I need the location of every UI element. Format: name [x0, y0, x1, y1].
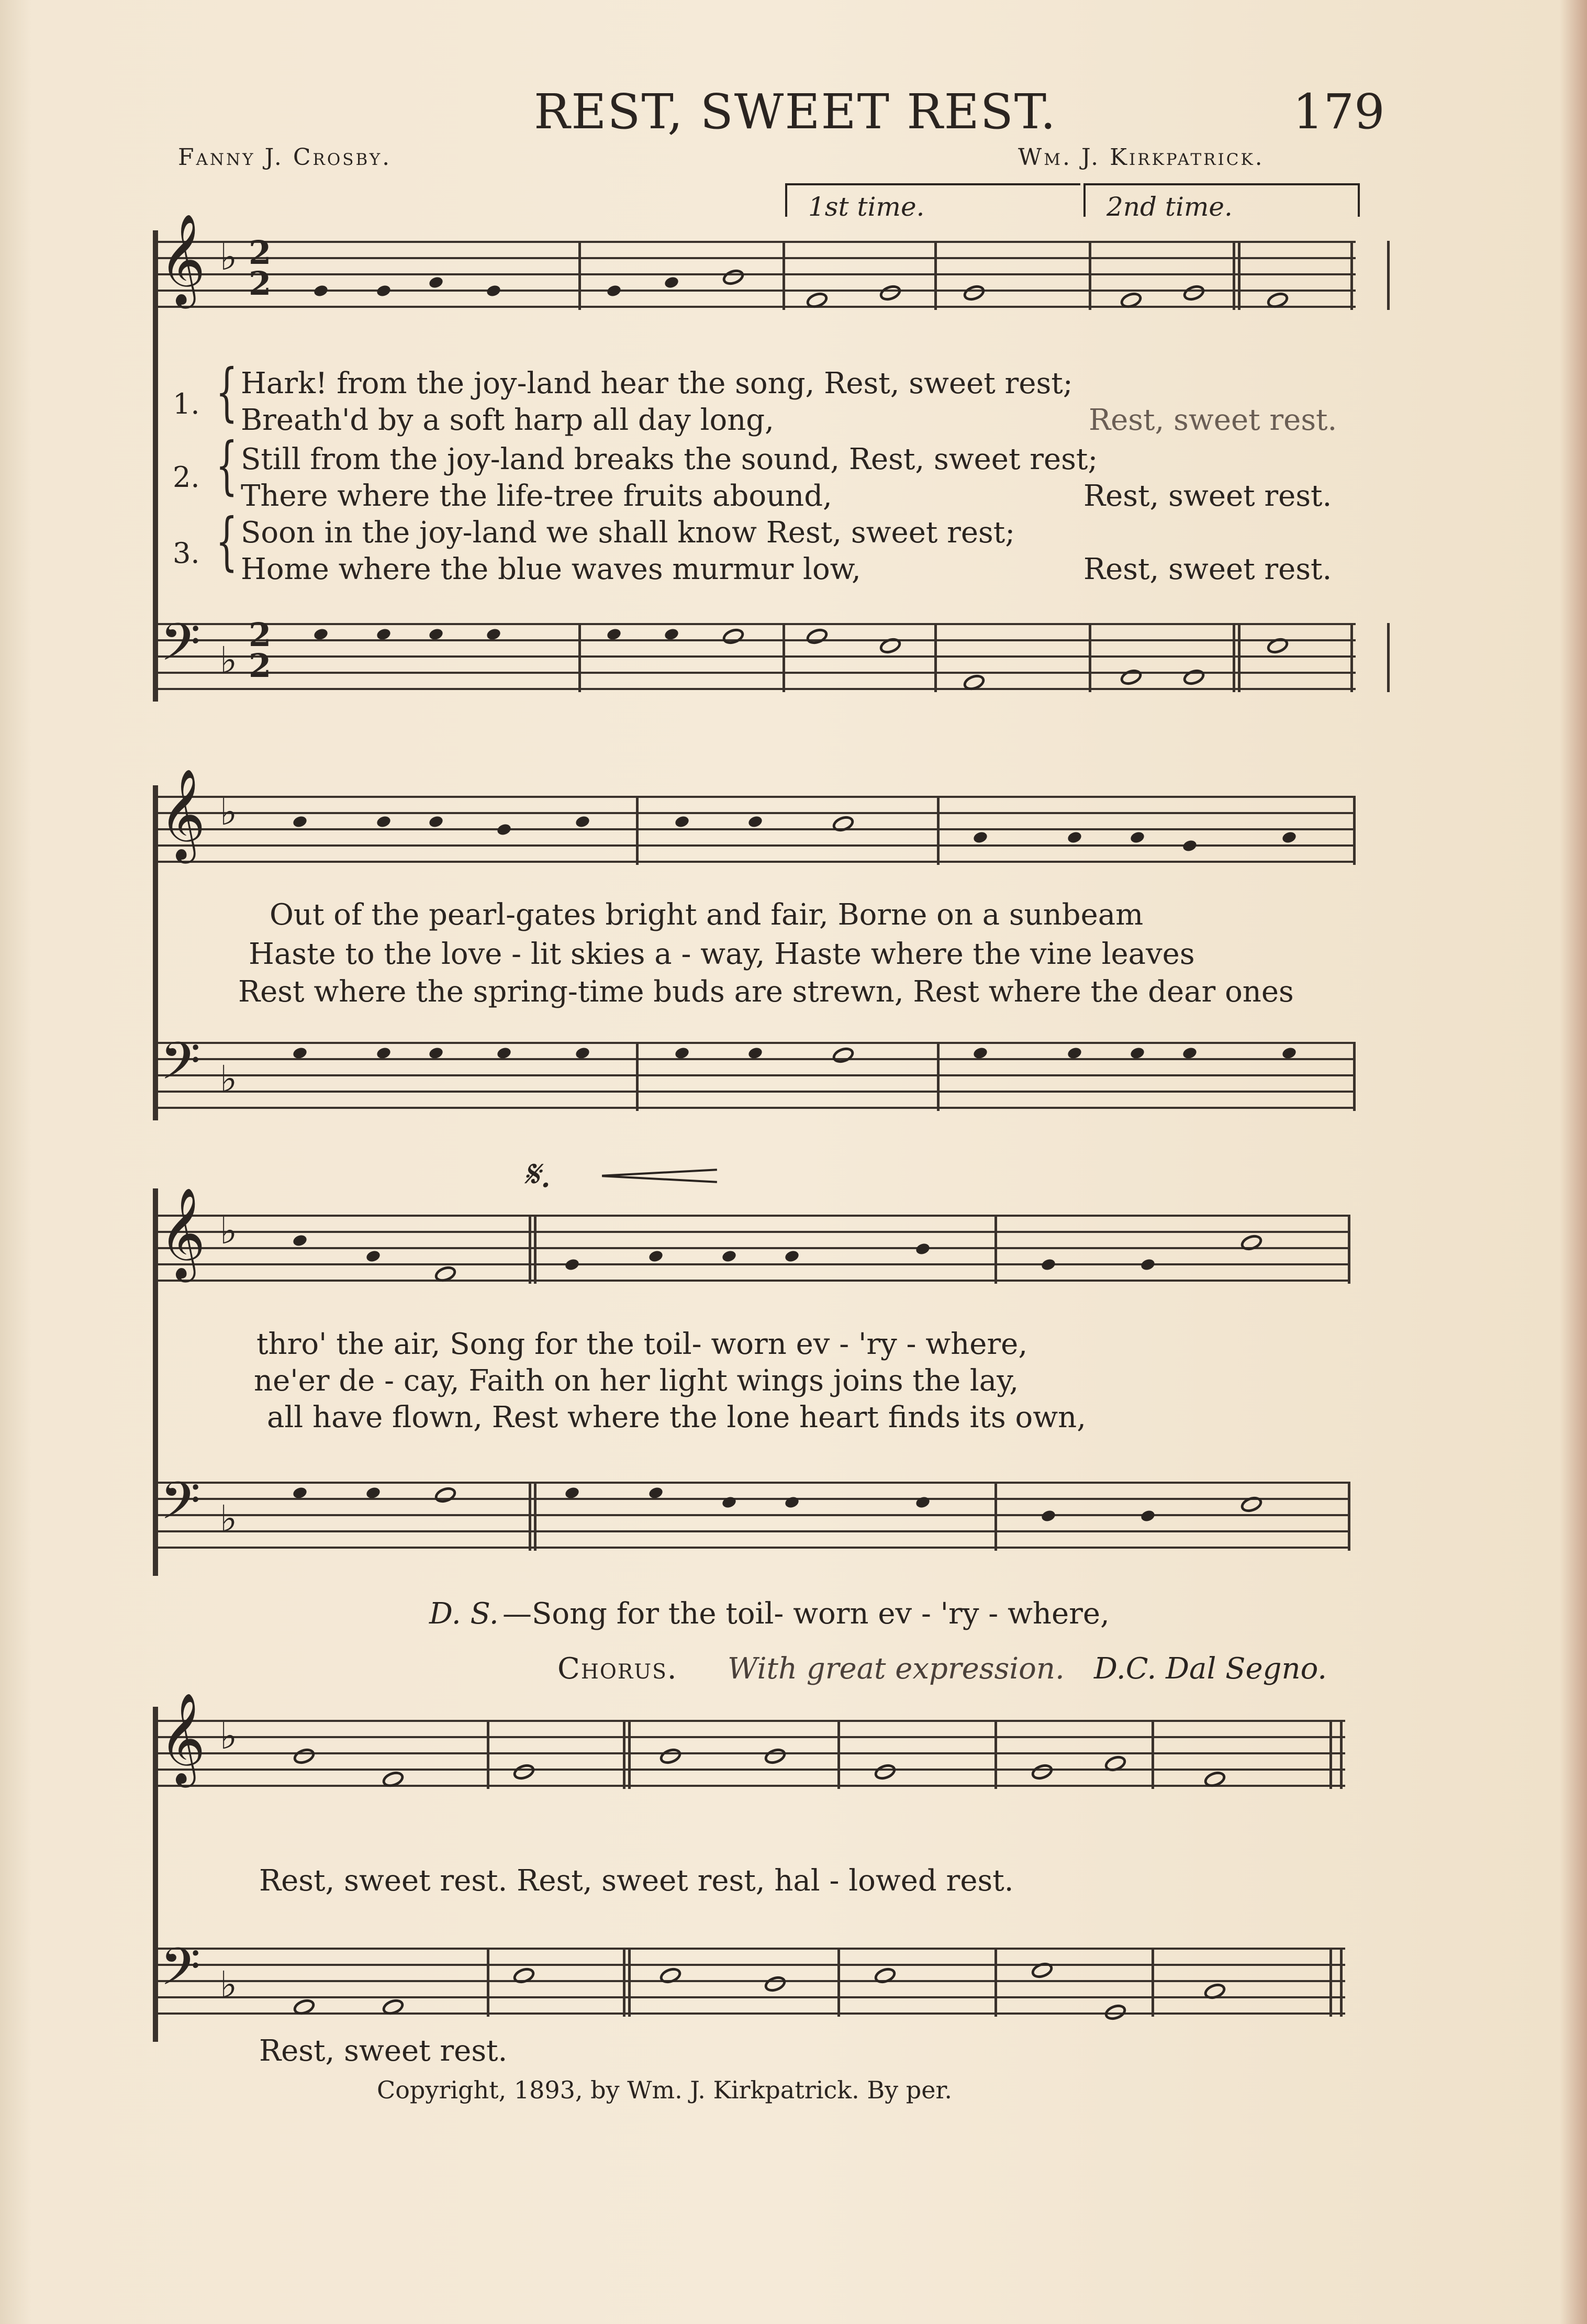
note-head [674, 815, 690, 829]
staff-line [157, 1107, 1356, 1109]
verse-2-brace: { [216, 429, 238, 502]
note-head [511, 1762, 537, 1783]
page-title: REST, SWEET REST. [534, 84, 1057, 140]
bar-line [1089, 241, 1091, 310]
bar-line [1340, 1720, 1343, 1789]
bar-line [837, 1720, 840, 1789]
bar-line [934, 623, 937, 692]
bar-line [1340, 1948, 1343, 2017]
bar-line [636, 796, 639, 865]
note-head [962, 283, 987, 304]
note-head [1119, 667, 1144, 688]
bar-line [1350, 241, 1353, 310]
bar-line [487, 1720, 489, 1789]
system-1-treble-staff [157, 214, 1356, 308]
bar-line [1238, 241, 1240, 310]
bar-line [529, 1215, 531, 1284]
staff-line [157, 1769, 1345, 1771]
note-head [648, 1249, 664, 1263]
second-ending-bracket [1083, 183, 1360, 222]
staff-line [157, 273, 1356, 275]
note-head [873, 1965, 898, 1986]
note-head [973, 830, 989, 844]
note-head [292, 1746, 317, 1767]
bar-line [578, 623, 581, 692]
note-head [721, 1249, 737, 1263]
page-number: 179 [1293, 84, 1385, 140]
note-head [376, 815, 392, 829]
bar-line [1233, 623, 1235, 692]
note-head [878, 636, 903, 657]
staff-line [157, 1091, 1356, 1093]
note-head [1181, 667, 1207, 688]
staff-line [157, 1736, 1345, 1738]
note-head [784, 1249, 800, 1263]
flat-key-signature-icon: ♭ [220, 1058, 238, 1100]
note-head [564, 1258, 580, 1272]
note-head [486, 284, 502, 298]
staff-line [157, 1785, 1345, 1787]
staff-line [157, 1547, 1350, 1549]
staff-line [157, 1215, 1350, 1217]
verse-3-line-2-refrain: Rest, sweet rest. [1083, 552, 1332, 586]
note-head [1041, 1509, 1057, 1523]
lyricist-credit: Fanny J. Crosby. [178, 144, 392, 171]
note-head [433, 1485, 459, 1506]
bass-clef-icon: 𝄢 [160, 1471, 201, 1544]
verse-2-number: 2. [173, 461, 200, 494]
note-head [763, 1746, 788, 1767]
bar-line [783, 241, 785, 310]
chorus-lyrics-upper: Rest, sweet rest. Rest, sweet rest, hal - lowed rest. [259, 1864, 1014, 1898]
staff-line [157, 1498, 1350, 1500]
bar-line [1152, 1720, 1154, 1789]
bar-line [1089, 623, 1091, 692]
bar-line [623, 1720, 625, 1789]
staff-line [157, 1042, 1356, 1044]
chorus-direction: With great expression. [728, 1652, 1065, 1686]
staff-line [157, 1280, 1350, 1282]
bass-clef-icon: 𝄢 [160, 1031, 201, 1104]
bar-line [628, 1948, 631, 2017]
flat-key-signature-icon: ♭ [220, 236, 238, 279]
staff-line [157, 1752, 1345, 1754]
bar-line [1353, 796, 1356, 865]
bar-line [783, 623, 785, 692]
verse-1-line-1: Hark! from the joy-land hear the song, Rest, sweet rest; [241, 366, 1073, 401]
bar-line [529, 1482, 531, 1551]
note-head [1239, 1232, 1265, 1253]
bar-line [1152, 1948, 1154, 2017]
system-3-bass-staff [157, 1471, 1350, 1549]
treble-clef-icon: 𝄞 [159, 1693, 206, 1784]
staff-line [157, 1996, 1345, 1998]
ds-label: D. S. [429, 1597, 499, 1631]
note-head [376, 284, 392, 298]
staff-line [157, 1074, 1356, 1076]
system-4-bass-staff [157, 1937, 1345, 2015]
bar-line [1353, 1042, 1356, 1111]
bar-line [1233, 241, 1235, 310]
staff-line [157, 241, 1356, 243]
note-head [1130, 830, 1146, 844]
ds-lyrics: —Song for the toil- worn ev - 'ry - where, [502, 1597, 1110, 1631]
system-2-bass-staff [157, 1031, 1356, 1109]
staff-line [157, 828, 1356, 830]
flat-key-signature-icon: ♭ [220, 1963, 238, 2006]
bar-line [534, 1482, 537, 1551]
chorus-label: Chorus. [557, 1652, 678, 1686]
note-head [428, 815, 444, 829]
verse-1-number: 1. [173, 387, 200, 420]
system-2-lyrics-verse-1: Out of the pearl-gates bright and fair, Borne on a sunbeam [270, 898, 1144, 932]
time-signature: 2 2 [249, 616, 272, 685]
bar-line [937, 1042, 940, 1111]
flat-key-signature-icon: ♭ [220, 639, 238, 682]
bar-line [994, 1215, 997, 1284]
first-ending-label: 1st time. [808, 192, 925, 222]
flat-key-signature-icon: ♭ [220, 1715, 238, 1758]
staff-line [157, 672, 1356, 674]
note-head [658, 1746, 684, 1767]
bar-line [994, 1720, 997, 1789]
note-head [878, 283, 903, 304]
note-head [1265, 636, 1291, 657]
note-head [1030, 1762, 1055, 1783]
note-head [1140, 1509, 1156, 1523]
note-head [428, 275, 444, 290]
chorus-lyrics-lower: Rest, sweet rest. [259, 2034, 508, 2068]
note-head [511, 1965, 537, 1986]
note-head [763, 1974, 788, 1995]
staff-line [157, 1948, 1345, 1950]
note-head [292, 1233, 308, 1248]
note-head [496, 822, 512, 837]
note-head [915, 1242, 931, 1256]
flat-key-signature-icon: ♭ [220, 1497, 238, 1540]
staff-line [157, 1263, 1350, 1265]
bar-line [937, 796, 940, 865]
note-head [831, 814, 856, 835]
staff-line [157, 844, 1356, 847]
note-head [365, 1249, 382, 1263]
staff-line [157, 1964, 1345, 1966]
copyright-notice: Copyright, 1893, by Wm. J. Kirkpatrick. By per. [377, 2076, 952, 2104]
verse-3-line-2: Home where the blue waves murmur low, [241, 552, 861, 586]
staff-line [157, 1247, 1350, 1249]
staff-line [157, 257, 1356, 259]
staff-line [157, 655, 1356, 658]
staff-line [157, 688, 1356, 690]
staff-line [157, 2012, 1345, 2015]
note-head [1182, 839, 1198, 853]
staff-line [157, 796, 1356, 798]
note-head [721, 267, 746, 288]
bar-line [636, 1042, 639, 1111]
bar-line [994, 1948, 997, 2017]
note-head [1281, 830, 1298, 844]
staff-line [157, 812, 1356, 814]
second-ending-label: 2nd time. [1107, 192, 1233, 222]
treble-clef-icon: 𝄞 [159, 1187, 206, 1278]
note-head [747, 815, 764, 829]
staff-line [157, 1058, 1356, 1060]
time-signature: 2 2 [249, 233, 272, 303]
bass-clef-icon: 𝄢 [160, 613, 201, 685]
note-head [606, 284, 622, 298]
bar-line [1348, 1482, 1350, 1551]
system-3-lyrics-verse-3: all have flown, Rest where the lone heart finds its own, [267, 1400, 1086, 1435]
flat-key-signature-icon: ♭ [220, 1209, 238, 1252]
bar-line [1329, 1948, 1332, 2017]
note-head [1202, 1981, 1228, 2002]
verse-1-line-2: Breath'd by a soft harp all day long, [241, 403, 774, 437]
staff-line [157, 639, 1356, 641]
verse-3-line-1: Soon in the joy-land we shall know Rest, sweet rest; [241, 516, 1015, 550]
verse-1-line-2-refrain: Rest, sweet rest. [1089, 403, 1337, 437]
system-3-lyrics-verse-2: ne'er de - cay, Faith on her light wings joins the lay, [254, 1364, 1019, 1398]
note-head [575, 815, 591, 829]
note-head [292, 815, 308, 829]
composer-credit: Wm. J. Kirkpatrick. [1018, 144, 1265, 171]
note-head [1103, 1753, 1128, 1774]
verse-2-line-2-refrain: Rest, sweet rest. [1083, 479, 1332, 513]
staff-line [157, 306, 1356, 308]
bar-line [534, 1215, 537, 1284]
staff-line [157, 623, 1356, 625]
bar-line [487, 1948, 489, 2017]
bass-clef-icon: 𝄢 [160, 1937, 201, 2010]
staff-line [157, 1530, 1350, 1532]
treble-clef-icon: 𝄞 [159, 214, 206, 305]
bar-line [1238, 623, 1240, 692]
bar-line [623, 1948, 625, 2017]
system-1-bass-staff [157, 613, 1356, 690]
system-4-treble-staff [157, 1693, 1345, 1787]
bar-line [837, 1948, 840, 2017]
bar-line [1387, 241, 1390, 310]
note-head [1239, 1494, 1265, 1515]
note-head [1181, 283, 1207, 304]
note-head [1041, 1258, 1057, 1272]
system-2-treble-staff [157, 769, 1356, 863]
note-head [721, 626, 746, 647]
staff-line [157, 1720, 1345, 1722]
bar-line [1387, 623, 1390, 692]
note-head [664, 275, 680, 290]
staff-line [157, 1231, 1350, 1233]
flat-key-signature-icon: ♭ [220, 791, 238, 833]
bar-line [1350, 623, 1353, 692]
verse-1-brace: { [216, 356, 238, 429]
treble-clef-icon: 𝄞 [159, 769, 206, 860]
first-ending-bracket [785, 183, 1080, 222]
note-head [313, 284, 329, 298]
staff-line [157, 290, 1356, 292]
staff-line [157, 1980, 1345, 1982]
dc-dal-segno: D.C. Dal Segno. [1094, 1652, 1327, 1686]
note-head [831, 1045, 856, 1066]
note-head [804, 626, 830, 647]
note-head [1030, 1960, 1055, 1981]
verse-2-line-1: Still from the joy-land breaks the sound, Rest, sweet rest; [241, 442, 1098, 476]
verse-2-line-2: There where the life-tree fruits abound, [241, 479, 832, 513]
note-head [1140, 1258, 1156, 1272]
note-head [1067, 830, 1083, 844]
staff-line [157, 1514, 1350, 1516]
bar-line [994, 1482, 997, 1551]
staff-line [157, 1482, 1350, 1484]
bar-line [628, 1720, 631, 1789]
bar-line [934, 241, 937, 310]
system-2-lyrics-verse-2: Haste to the love - lit skies a - way, Haste where the vine leaves [249, 937, 1195, 971]
note-head [658, 1965, 684, 1986]
verse-3-brace: { [216, 505, 238, 578]
segno-mark-icon: 𝄋. [523, 1152, 552, 1196]
note-head [873, 1762, 898, 1783]
bar-line [1348, 1215, 1350, 1284]
bar-line [1329, 1720, 1332, 1789]
verse-3-number: 3. [173, 537, 200, 570]
system-3-lyrics-verse-1: thro' the air, Song for the toil- worn ev - 'ry - where, [256, 1327, 1028, 1361]
bar-line [578, 241, 581, 310]
staff-line [157, 861, 1356, 863]
system-2-lyrics-verse-3: Rest where the spring-time buds are strewn, Rest where the dear ones [238, 975, 1294, 1009]
system-3-treble-staff [157, 1187, 1350, 1282]
